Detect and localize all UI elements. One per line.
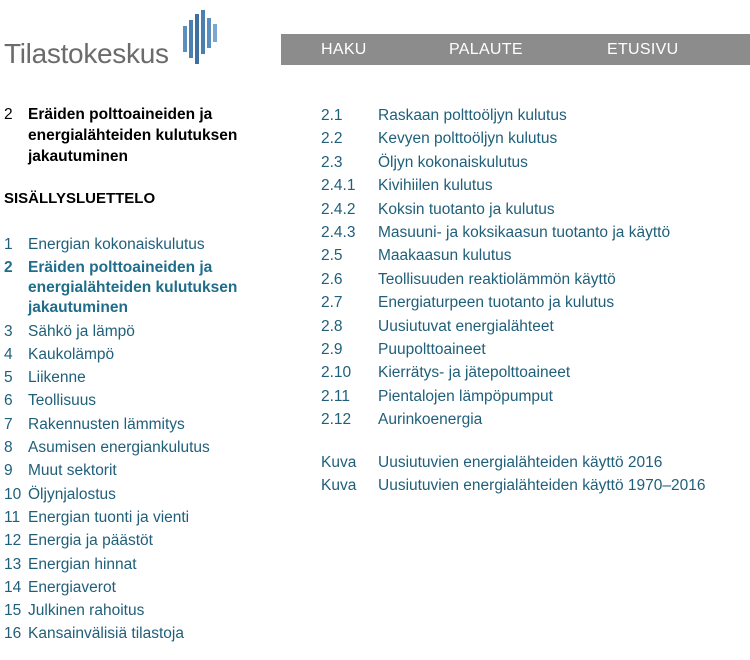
current-chapter-heading — [4, 104, 284, 167]
figure-link-label: Uusiutuvien energialähteiden käyttö 1970–2016 — [378, 477, 706, 495]
nav-palaute-link[interactable]: PALAUTE — [449, 40, 523, 58]
toc-item[interactable] — [4, 368, 294, 388]
section-link-number: 2.6 — [321, 270, 343, 288]
section-link-number: 2.4.3 — [321, 223, 356, 241]
toc-item-label: Energian tuonti ja vienti — [28, 508, 190, 526]
toc-item-number: 16 — [4, 625, 22, 643]
toc-title: SISÄLLYSLUETTELO — [4, 190, 156, 207]
toc-item[interactable] — [4, 438, 294, 458]
section-link[interactable] — [321, 410, 746, 430]
section-link-number: 2.8 — [321, 317, 343, 335]
section-link[interactable] — [321, 387, 746, 407]
nav-etusivu-link[interactable]: ETUSIVU — [607, 40, 679, 58]
toc-item[interactable] — [4, 415, 294, 435]
toc-item-label: Rakennusten lämmitys — [28, 415, 185, 433]
toc-item[interactable] — [4, 508, 294, 528]
toc-item-label: Muut sektorit — [28, 462, 117, 480]
section-link-label: Masuuni- ja koksikaasun tuotanto ja käyttö — [378, 223, 671, 241]
toc-item[interactable] — [4, 601, 294, 621]
figure-link[interactable] — [321, 476, 746, 496]
section-link-label: Pientalojen lämpöpumput — [378, 387, 553, 405]
toc-item-number: 1 — [4, 236, 13, 253]
section-link-label: Kivihiilen kulutus — [378, 177, 493, 195]
toc-item-label: Liikenne — [28, 369, 86, 387]
toc-item[interactable] — [4, 485, 294, 505]
section-link-number: 2.7 — [321, 294, 343, 312]
section-link-number: 2.4.2 — [321, 200, 356, 218]
toc-item[interactable] — [4, 624, 294, 644]
section-link-number: 2.2 — [321, 130, 343, 148]
section-link-number: 2.9 — [321, 340, 343, 358]
toc-item-number: 14 — [4, 578, 22, 596]
section-link[interactable] — [321, 246, 746, 266]
current-chapter-title: Eräiden polttoaineiden ja energialähteiden kulutuksen jakautuminen — [28, 106, 238, 165]
toc-item-number: 10 — [4, 485, 22, 503]
section-link[interactable] — [321, 200, 746, 220]
section-link-number: 2.3 — [321, 153, 343, 171]
toc-list — [4, 235, 294, 648]
section-link-number: 2.10 — [321, 364, 352, 382]
section-link[interactable] — [321, 363, 746, 383]
toc-item-label: Eräiden polttoaineiden ja energialähteiden kulutuksen jakautuminen — [28, 259, 238, 317]
logo-text: Tilastokeskus — [4, 38, 169, 69]
section-link-label: Maakaasun kulutus — [378, 247, 512, 265]
toc-item-number: 7 — [4, 415, 13, 433]
toc-item[interactable] — [4, 461, 294, 481]
toc-item-label: Energiaverot — [28, 578, 116, 596]
logo[interactable] — [4, 10, 224, 70]
figure-link-number: Kuva — [321, 477, 357, 495]
section-link-number: 2.5 — [321, 247, 343, 265]
toc-item-label: Öljynjalostus — [28, 485, 116, 503]
toc-item-number: 8 — [4, 439, 13, 457]
top-navbar — [281, 34, 750, 65]
toc-item-label: Energian hinnat — [28, 555, 137, 573]
section-link-label: Koksin tuotanto ja kulutus — [378, 200, 555, 218]
figure-link-number: Kuva — [321, 454, 357, 471]
toc-item-label: Julkinen rahoitus — [28, 602, 145, 620]
section-link-label: Energiaturpeen tuotanto ja kulutus — [378, 294, 615, 312]
section-list — [321, 106, 746, 433]
toc-item-label: Energian kokonaiskulutus — [28, 236, 205, 253]
section-link-label: Teollisuuden reaktiolämmön käyttö — [378, 270, 616, 288]
toc-item[interactable] — [4, 531, 294, 551]
section-link-label: Öljyn kokonaiskulutus — [378, 153, 528, 171]
toc-item-number: 2 — [4, 259, 13, 277]
section-link[interactable] — [321, 106, 746, 126]
section-link-label: Aurinkoenergia — [378, 411, 483, 429]
section-link[interactable] — [321, 176, 746, 196]
toc-item-label: Kansainvälisiä tilastoja — [28, 625, 184, 643]
section-link[interactable] — [321, 223, 746, 243]
section-link[interactable] — [321, 153, 746, 173]
toc-item-label: Energia ja päästöt — [28, 532, 153, 550]
figure-list — [321, 453, 746, 500]
figure-link-label: Uusiutuvien energialähteiden käyttö 2016 — [378, 454, 663, 471]
toc-item-number: 3 — [4, 322, 13, 340]
nav-haku-link[interactable]: HAKU — [321, 40, 367, 58]
current-chapter-number: 2 — [4, 106, 13, 123]
section-link[interactable] — [321, 317, 746, 337]
section-link-label: Kevyen polttoöljyn kulutus — [378, 130, 558, 148]
toc-item-number: 6 — [4, 392, 13, 410]
toc-item-number: 15 — [4, 602, 22, 620]
toc-item-number: 13 — [4, 555, 22, 573]
section-link[interactable] — [321, 293, 746, 313]
toc-item-number: 11 — [4, 508, 21, 526]
toc-item-number: 12 — [4, 532, 22, 550]
section-link[interactable] — [321, 129, 746, 149]
toc-item[interactable] — [4, 322, 294, 342]
toc-item[interactable] — [4, 578, 294, 598]
section-link[interactable] — [321, 270, 746, 290]
toc-item[interactable] — [4, 235, 294, 255]
toc-item[interactable] — [4, 555, 294, 575]
logo-bars-icon — [183, 10, 223, 68]
figure-link[interactable] — [321, 453, 746, 473]
section-link-label: Raskaan polttoöljyn kulutus — [378, 107, 567, 124]
toc-item-label: Sähkö ja lämpö — [28, 322, 135, 340]
section-link-number: 2.11 — [321, 387, 351, 405]
toc-item-label: Asumisen energiankulutus — [28, 439, 210, 457]
toc-item[interactable] — [4, 258, 294, 318]
section-link[interactable] — [321, 340, 746, 360]
toc-item-number: 9 — [4, 462, 13, 480]
toc-item-number: 5 — [4, 369, 13, 387]
toc-item[interactable] — [4, 345, 294, 365]
toc-item-number: 4 — [4, 345, 13, 363]
section-link-number: 2.12 — [321, 411, 352, 429]
toc-item[interactable] — [4, 391, 294, 411]
section-link-label: Puupolttoaineet — [378, 340, 486, 358]
section-link-number: 2.4.1 — [321, 177, 356, 195]
toc-item-label: Kaukolämpö — [28, 345, 115, 363]
section-link-label: Kierrätys- ja jätepolttoaineet — [378, 364, 571, 382]
toc-item-label: Teollisuus — [28, 392, 97, 410]
section-link-label: Uusiutuvat energialähteet — [378, 317, 554, 335]
section-link-number: 2.1 — [321, 107, 343, 124]
